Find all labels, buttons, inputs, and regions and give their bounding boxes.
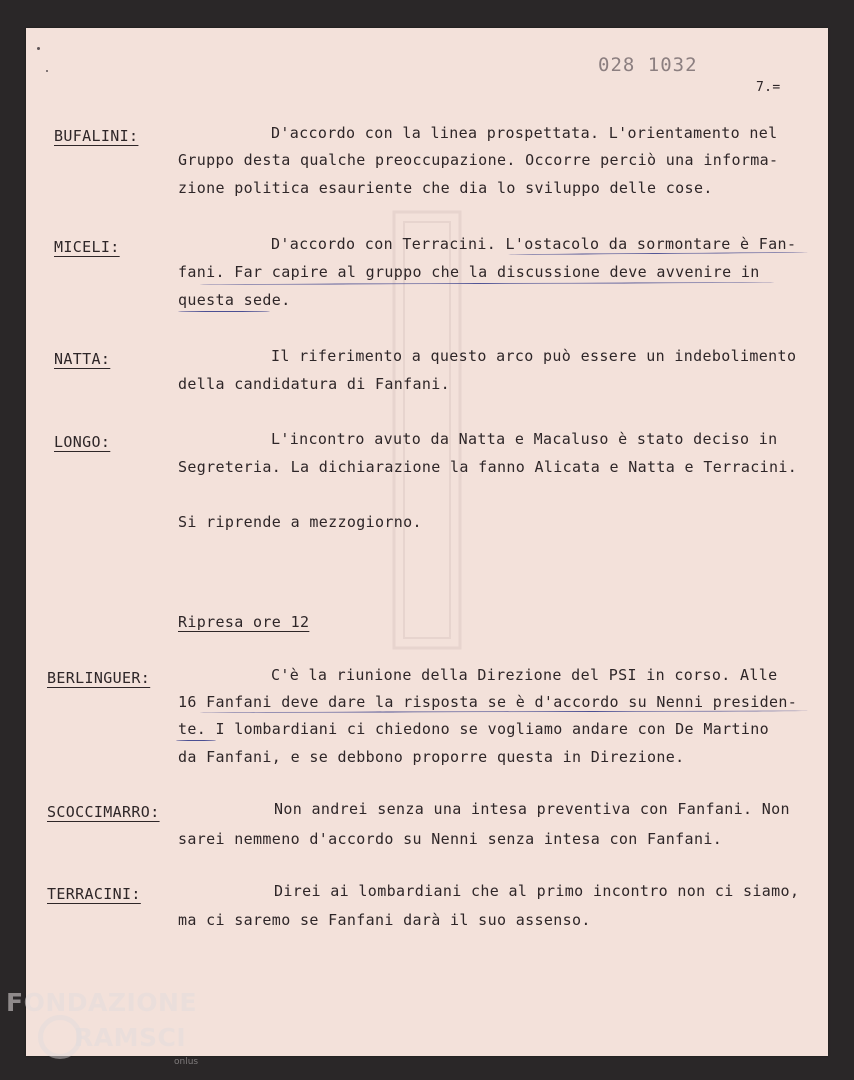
speaker-label: SCOCCIMARRO: [47,803,160,821]
text-line: Il riferimento a questo arco può essere un indebolimento [271,347,797,365]
speaker-label: MICELI: [54,238,120,256]
section-heading: Ripresa ore 12 [178,613,310,631]
speaker-label: NATTA: [54,350,111,368]
text-line: 16 Fanfani deve dare la risposta se è d'accordo su Nenni presiden- [178,693,798,711]
text-line: fani. Far capire al gruppo che la discussione deve avvenire in [178,263,760,281]
speaker-label: TERRACINI: [47,885,141,903]
text-line: C'è la riunione della Direzione del PSI in corso. Alle [271,666,778,684]
text-line: da Fanfani, e se debbono proporre questa in Direzione. [178,748,685,766]
text-line: della candidatura di Fanfani. [178,375,451,393]
paper-speck [46,70,48,72]
text-line: ma ci saremo se Fanfani darà il suo assenso. [178,911,591,929]
text-line: sarei nemmeno d'accordo su Nenni senza intesa con Fanfani. [178,830,723,848]
text-line: D'accordo con la linea prospettata. L'orientamento nel [271,124,778,142]
text-line: Si riprende a mezzogiorno. [178,513,422,531]
fondazione-gramsci-watermark [6,988,199,1067]
archive-number: 028 1032 [598,54,698,76]
watermark-line2: RAMSCI [74,1022,187,1052]
text-line: Non andrei senza una intesa preventiva con Fanfani. Non [274,800,790,818]
watermark-line1: FONDAZIONE [6,988,198,1017]
text-line: L'incontro avuto da Natta e Macaluso è stato deciso in [271,430,778,448]
speaker-label: LONGO: [54,433,111,451]
text-line: questa sede. [178,291,291,309]
speaker-label: BUFALINI: [54,127,139,145]
pen-underline [178,311,270,312]
text-line: Direi ai lombardiani che al primo incontro non ci siamo, [274,882,800,900]
text-line: D'accordo con Terracini. L'ostacolo da sormontare è Fan- [271,235,797,253]
text-line: te. I lombardiani ci chiedono se vogliamo andare con De Martino [178,720,769,738]
speaker-label: BERLINGUER: [47,669,151,687]
text-line: zione politica esauriente che dia lo sviluppo delle cose. [178,179,713,197]
text-line: Segreteria. La dichiarazione la fanno Alicata e Natta e Terracini. [178,458,798,476]
page-number: 7.= [756,80,781,95]
text-line: Gruppo desta qualche preoccupazione. Occorre perciò una informa- [178,151,779,169]
pen-underline [176,740,216,741]
watermark-line3: onlus [174,1057,199,1067]
paper-speck [37,47,40,50]
